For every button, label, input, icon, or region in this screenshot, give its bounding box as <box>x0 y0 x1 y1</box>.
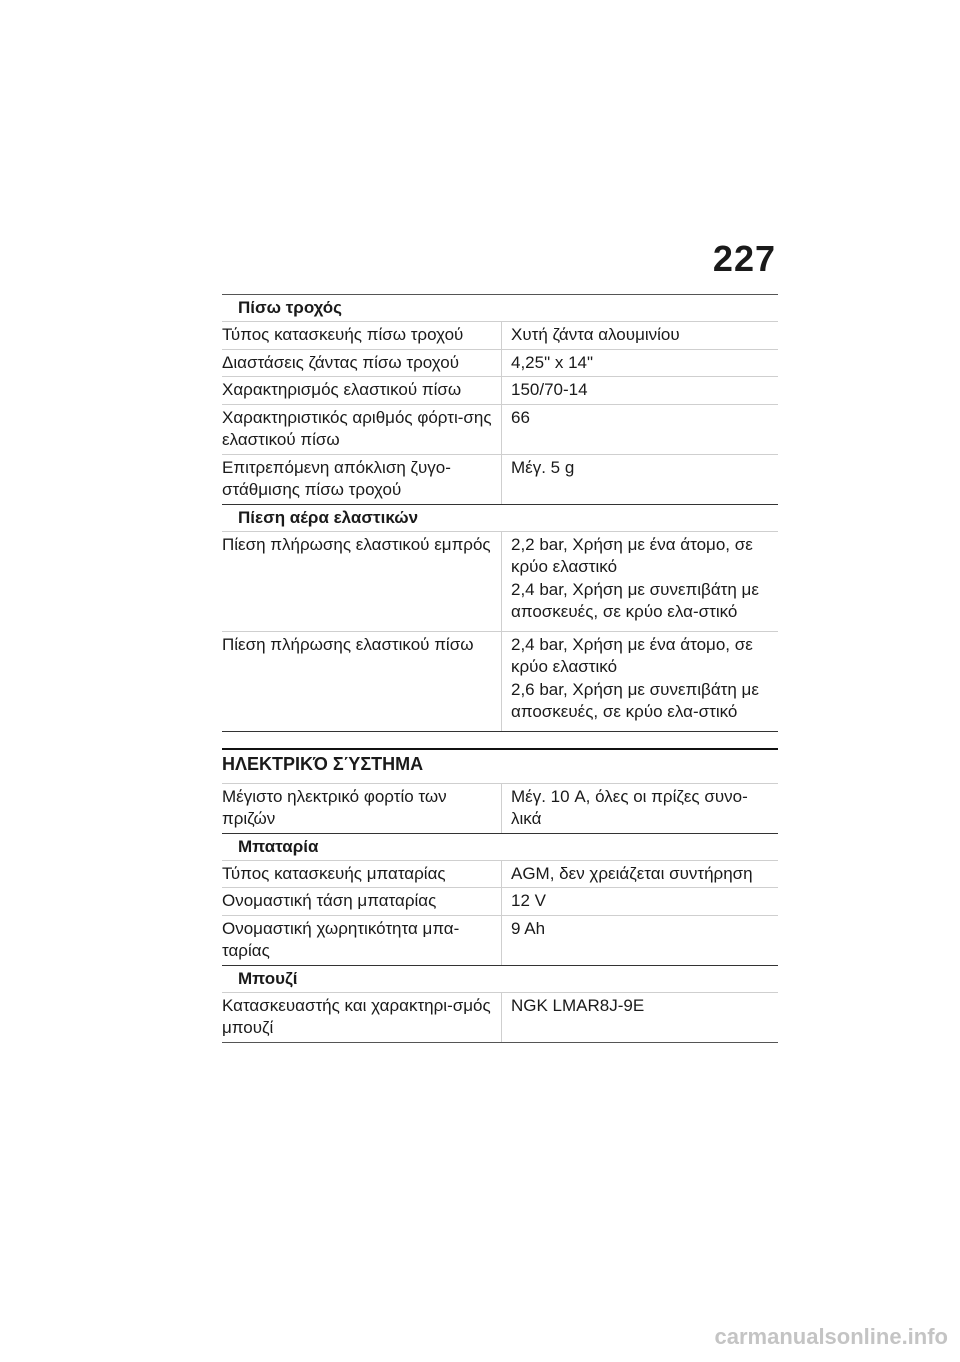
section-heading-tyre-pressure: Πίεση αέρα ελαστικών <box>222 504 778 531</box>
section-heading-spark-plug: Μπουζί <box>222 965 778 992</box>
row-label: Διαστάσεις ζάντας πίσω τροχού <box>222 352 460 372</box>
row-value: 2,4 bar, Χρήση με ένα άτομο, σε κρύο ελαστικό 2,6 bar, Χρήση με συνεπιβάτη με αποσκευές, σε κρύο ελα-στικό <box>501 632 778 731</box>
table-row <box>222 531 778 631</box>
row-label: Χαρακτηρισμός ελαστικού πίσω <box>222 380 462 399</box>
table-row <box>222 376 778 404</box>
row-label: Ονομαστική χωρητικότητα μπα-ταρίας <box>222 918 460 960</box>
row-value: 2,2 bar, Χρήση με ένα άτομο, σε κρύο ελαστικό 2,4 bar, Χρήση με συνεπιβάτη με αποσκευές, σε κρύο ελα-στικό <box>501 532 778 631</box>
row-label: Κατασκευαστής και χαρακτηρι-σμός μπουζί <box>222 995 491 1037</box>
row-value: 9 Ah <box>501 916 778 965</box>
row-value: 66 <box>501 405 778 454</box>
divider <box>222 731 778 732</box>
spec-table <box>222 294 778 1043</box>
page-number: 227 <box>712 238 776 279</box>
table-row <box>222 454 778 504</box>
table-row <box>222 887 778 915</box>
row-label: Τύπος κατασκευής μπαταρίας <box>222 863 446 883</box>
row-label: Μέγιστο ηλεκτρικό φορτίο των πριζών <box>222 786 447 828</box>
table-row <box>222 783 778 833</box>
chapter-heading-electrical: ΗΛΕΚΤΡΙΚΌ ΣΎΣΤΗΜΑ <box>222 748 778 778</box>
row-label: Επιτρεπόμενη απόκλιση ζυγο-στάθμισης πίσω τροχού <box>222 457 451 499</box>
row-value: 12 V <box>501 888 778 915</box>
table-row <box>222 404 778 454</box>
row-value: Μέγ. 10 A, όλες οι πρίζες συνο-λικά <box>501 784 778 833</box>
table-row <box>222 349 778 377</box>
row-label: Ονομαστική τάση μπαταρίας <box>222 891 437 910</box>
row-value: Μέγ. 5 g <box>501 455 778 504</box>
row-label: Πίεση πλήρωσης ελαστικού πίσω <box>222 634 474 654</box>
row-value: Χυτή ζάντα αλουμινίου <box>501 322 778 349</box>
divider <box>222 1042 778 1043</box>
section-heading-rear-wheel: Πίσω τροχός <box>222 294 778 321</box>
table-row <box>222 321 778 349</box>
section-heading-battery: Μπαταρία <box>222 833 778 860</box>
table-row <box>222 915 778 965</box>
row-value: NGK LMAR8J-9E <box>501 993 778 1042</box>
row-value: 4,25" x 14" <box>501 350 778 377</box>
table-row <box>222 860 778 888</box>
row-value: 150/70-14 <box>501 377 778 404</box>
row-label: Πίεση πλήρωσης ελαστικού εμπρός <box>222 534 491 554</box>
table-row <box>222 992 778 1042</box>
row-label: Τύπος κατασκευής πίσω τροχού <box>222 325 464 344</box>
table-row <box>222 631 778 731</box>
watermark: carmanualsonline.info <box>714 1324 948 1349</box>
row-label: Χαρακτηριστικός αριθμός φόρτι-σης ελαστικού πίσω <box>222 407 492 449</box>
row-value: AGM, δεν χρειάζεται συντήρηση <box>501 861 778 888</box>
